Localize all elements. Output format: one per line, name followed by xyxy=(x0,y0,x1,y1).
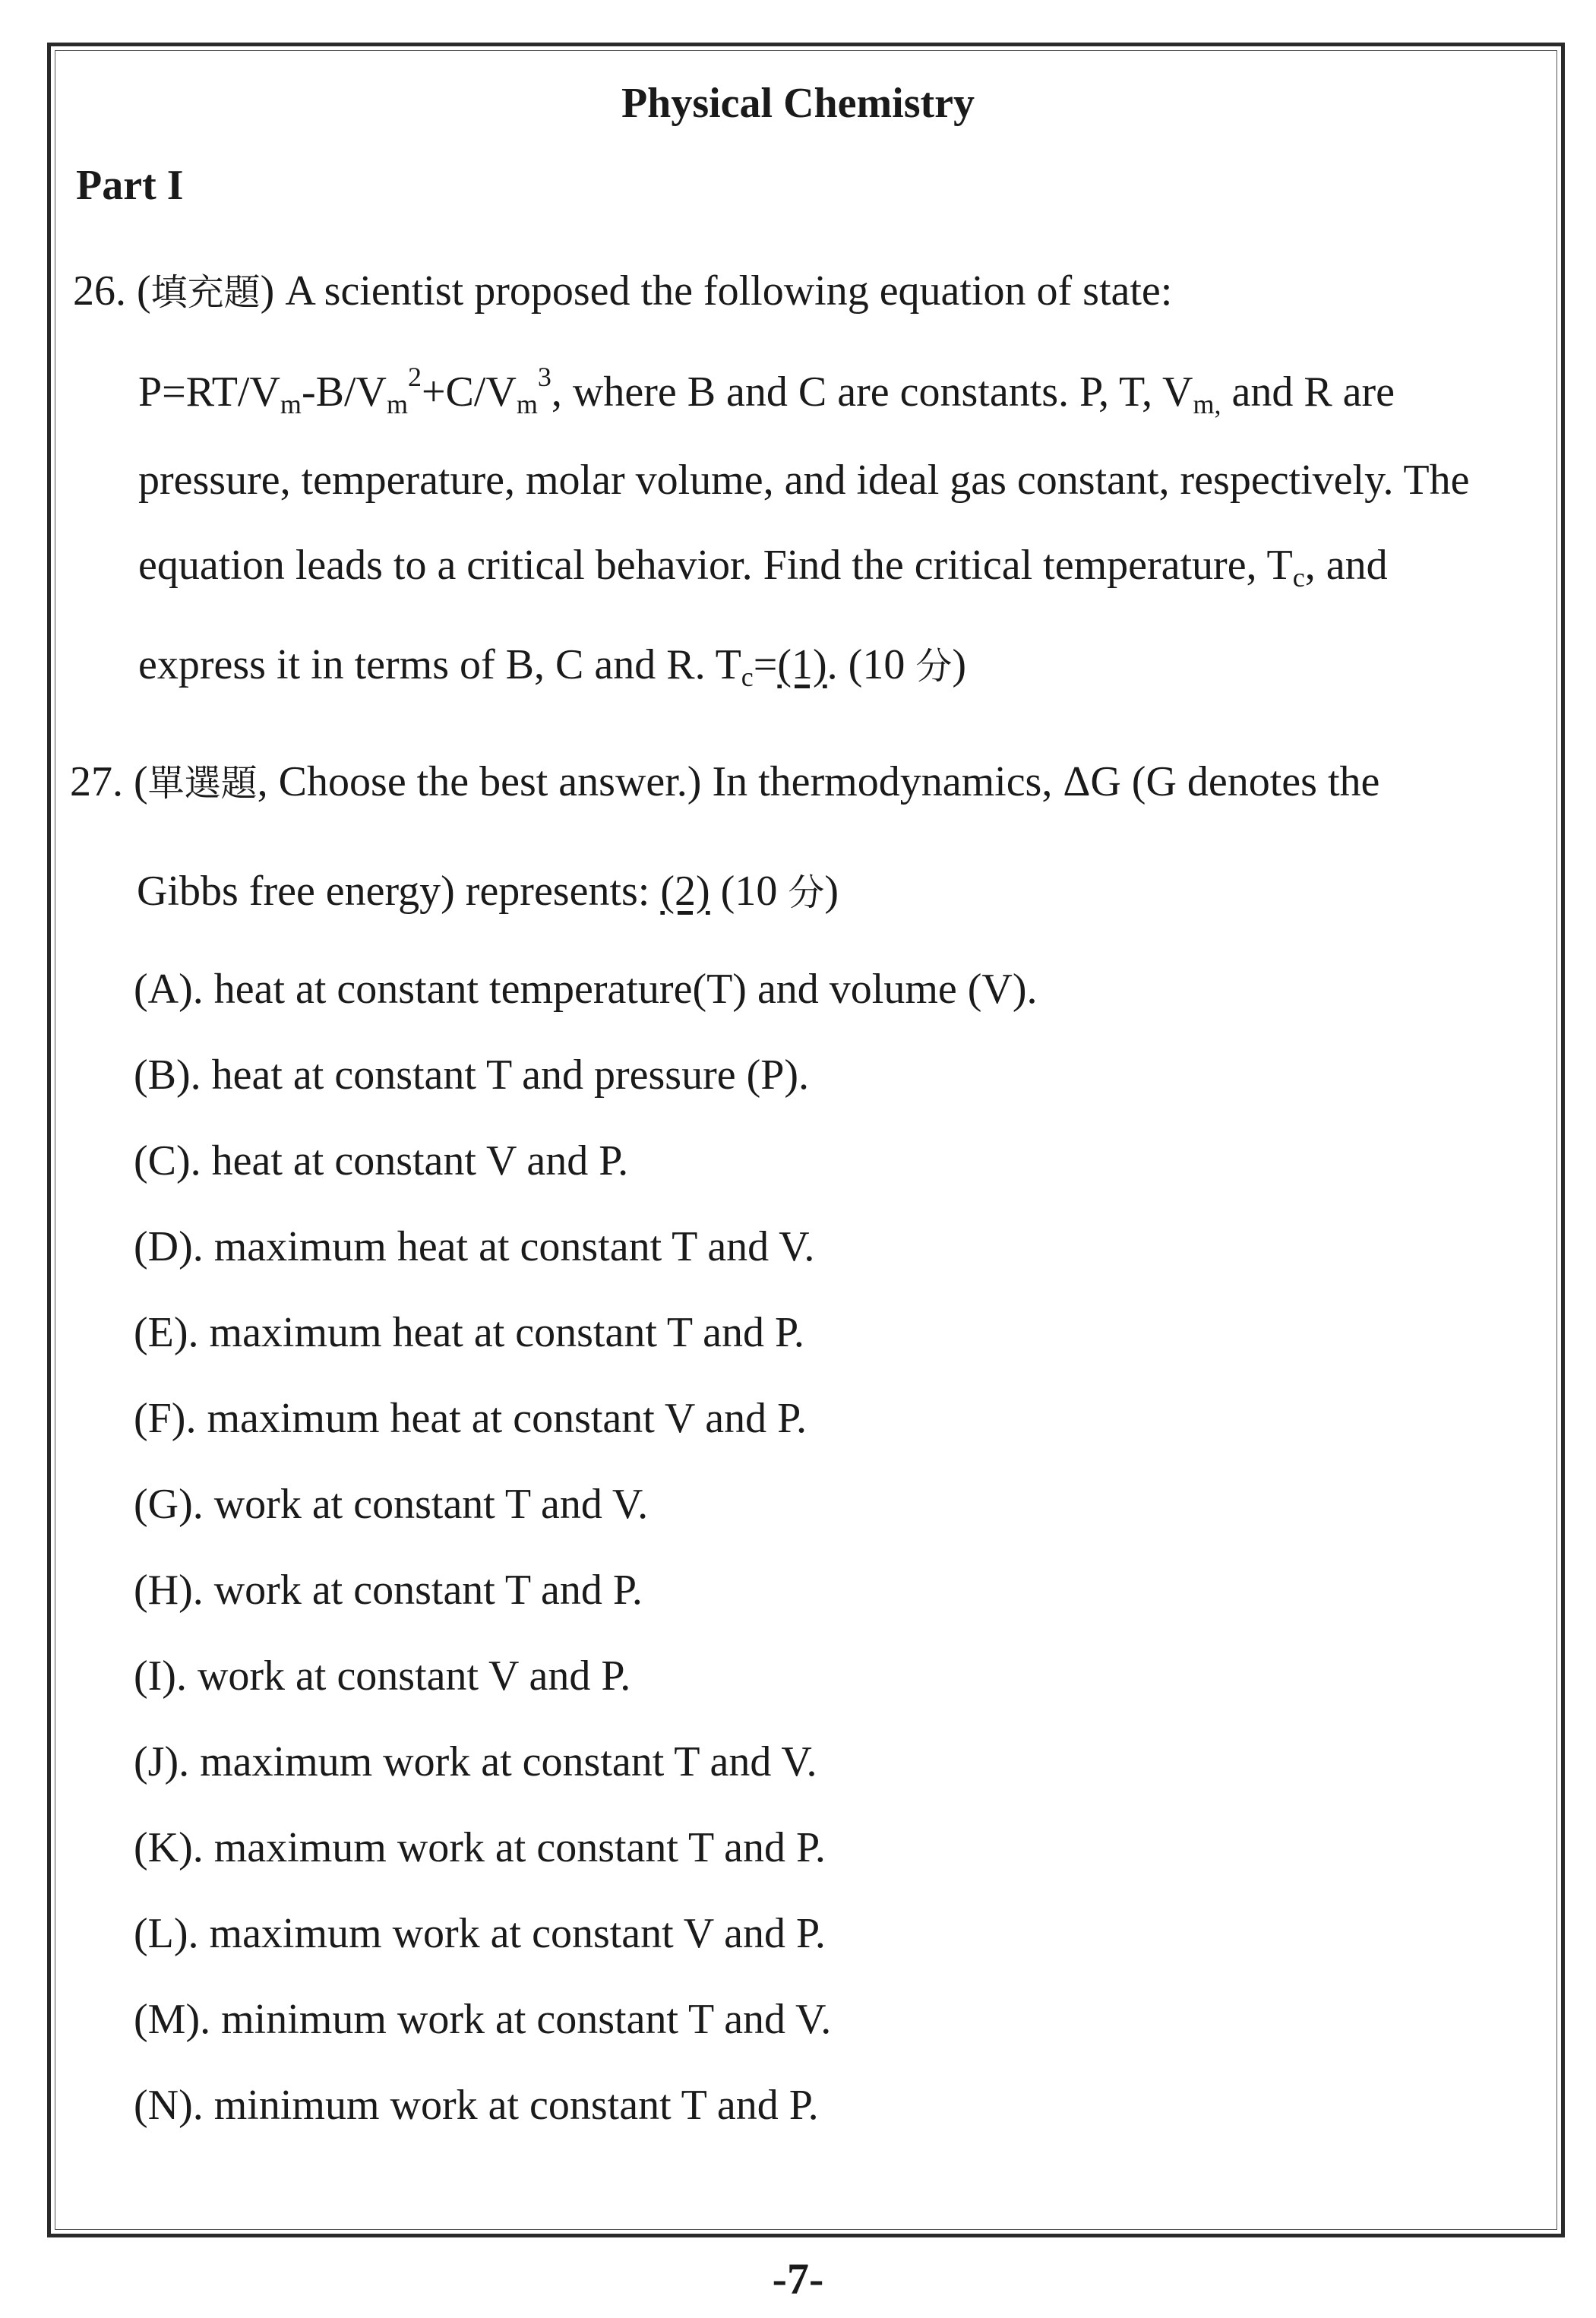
q26-line5 xyxy=(138,637,966,692)
q26-equals: = xyxy=(753,641,778,688)
q26-type-open: ( xyxy=(137,267,151,315)
option-k: (K). maximum work at constant T and P. xyxy=(134,1824,826,1871)
answer-blank-1: (1) xyxy=(777,641,827,688)
eq-part: +C/V xyxy=(421,368,517,416)
q27-type-open: ( xyxy=(134,758,148,805)
q26-line4 xyxy=(138,541,1388,593)
option-g: (G). work at constant T and V. xyxy=(134,1481,649,1528)
q27-type-label: 單選題 xyxy=(147,762,258,805)
q26-intro: A scientist proposed the following equation of state: xyxy=(285,267,1173,315)
points-unit: 分 xyxy=(788,871,825,914)
q27-line2 xyxy=(137,863,839,915)
part-heading: Part I xyxy=(76,162,184,209)
eq-sup: 2 xyxy=(407,362,422,392)
option-n: (N). minimum work at constant T and P. xyxy=(134,2082,819,2129)
option-e: (E). maximum heat at constant T and P. xyxy=(134,1309,804,1356)
tc-sub: c xyxy=(741,662,754,692)
answer-blank-2: (2) xyxy=(660,868,710,915)
option-h: (H). work at constant T and P. xyxy=(134,1567,643,1614)
eq-part: -B/V xyxy=(301,368,387,416)
page-title: Physical Chemistry xyxy=(621,80,975,127)
q26-points: . (10 xyxy=(826,641,916,688)
option-c: (C). heat at constant V and P. xyxy=(134,1137,629,1184)
q26-line3: pressure, temperature, molar volume, and ideal gas constant, respectively. The xyxy=(138,457,1470,504)
q26-text: express it in terms of B, C and R. T xyxy=(138,641,741,688)
option-a: (A). heat at constant temperature(T) and volume (V). xyxy=(134,966,1038,1013)
q27-text: Gibbs free energy) represents: xyxy=(137,868,661,915)
tc-sub: c xyxy=(1292,562,1305,593)
q26-type-label: 填充題 xyxy=(150,271,261,314)
option-d: (D). maximum heat at constant T and V. xyxy=(134,1223,815,1270)
option-f: (F). maximum heat at constant V and P. xyxy=(134,1395,807,1442)
q27-points: (10 xyxy=(710,868,789,915)
eq-part: , where B and C are constants. P, T, V xyxy=(551,368,1193,416)
option-j: (J). maximum work at constant T and V. xyxy=(134,1738,817,1785)
eq-sub: m xyxy=(516,389,538,419)
eq-part: P=RT/V xyxy=(138,368,280,416)
eq-sub: m, xyxy=(1193,389,1221,419)
q26-text: , and xyxy=(1304,542,1388,589)
eq-sub: m xyxy=(386,389,408,419)
points-unit: 分 xyxy=(915,645,953,688)
q26-line1 xyxy=(73,263,1172,315)
q27-text: , Choose the best answer.) In thermodynamics, ΔG (G denotes the xyxy=(257,758,1380,805)
q26-text: equation leads to a critical behavior. Find the critical temperature, T xyxy=(138,542,1293,589)
q27-number: 27. xyxy=(70,758,123,805)
page-number: -7- xyxy=(772,2254,824,2304)
q26-number: 26. xyxy=(73,267,126,315)
q26-equation-line xyxy=(138,362,1395,419)
q27-line1 xyxy=(70,754,1380,806)
option-i: (I). work at constant V and P. xyxy=(134,1652,631,1700)
eq-sub: m xyxy=(280,389,302,419)
q26-close: ) xyxy=(952,641,966,688)
option-b: (B). heat at constant T and pressure (P). xyxy=(134,1051,810,1099)
q27-close: ) xyxy=(824,868,839,915)
option-l: (L). maximum work at constant V and P. xyxy=(134,1910,826,1957)
q26-type-close: ) xyxy=(260,267,275,315)
option-m: (M). minimum work at constant T and V. xyxy=(134,1996,832,2043)
eq-sup: 3 xyxy=(537,362,551,392)
eq-part: and R are xyxy=(1221,368,1395,416)
